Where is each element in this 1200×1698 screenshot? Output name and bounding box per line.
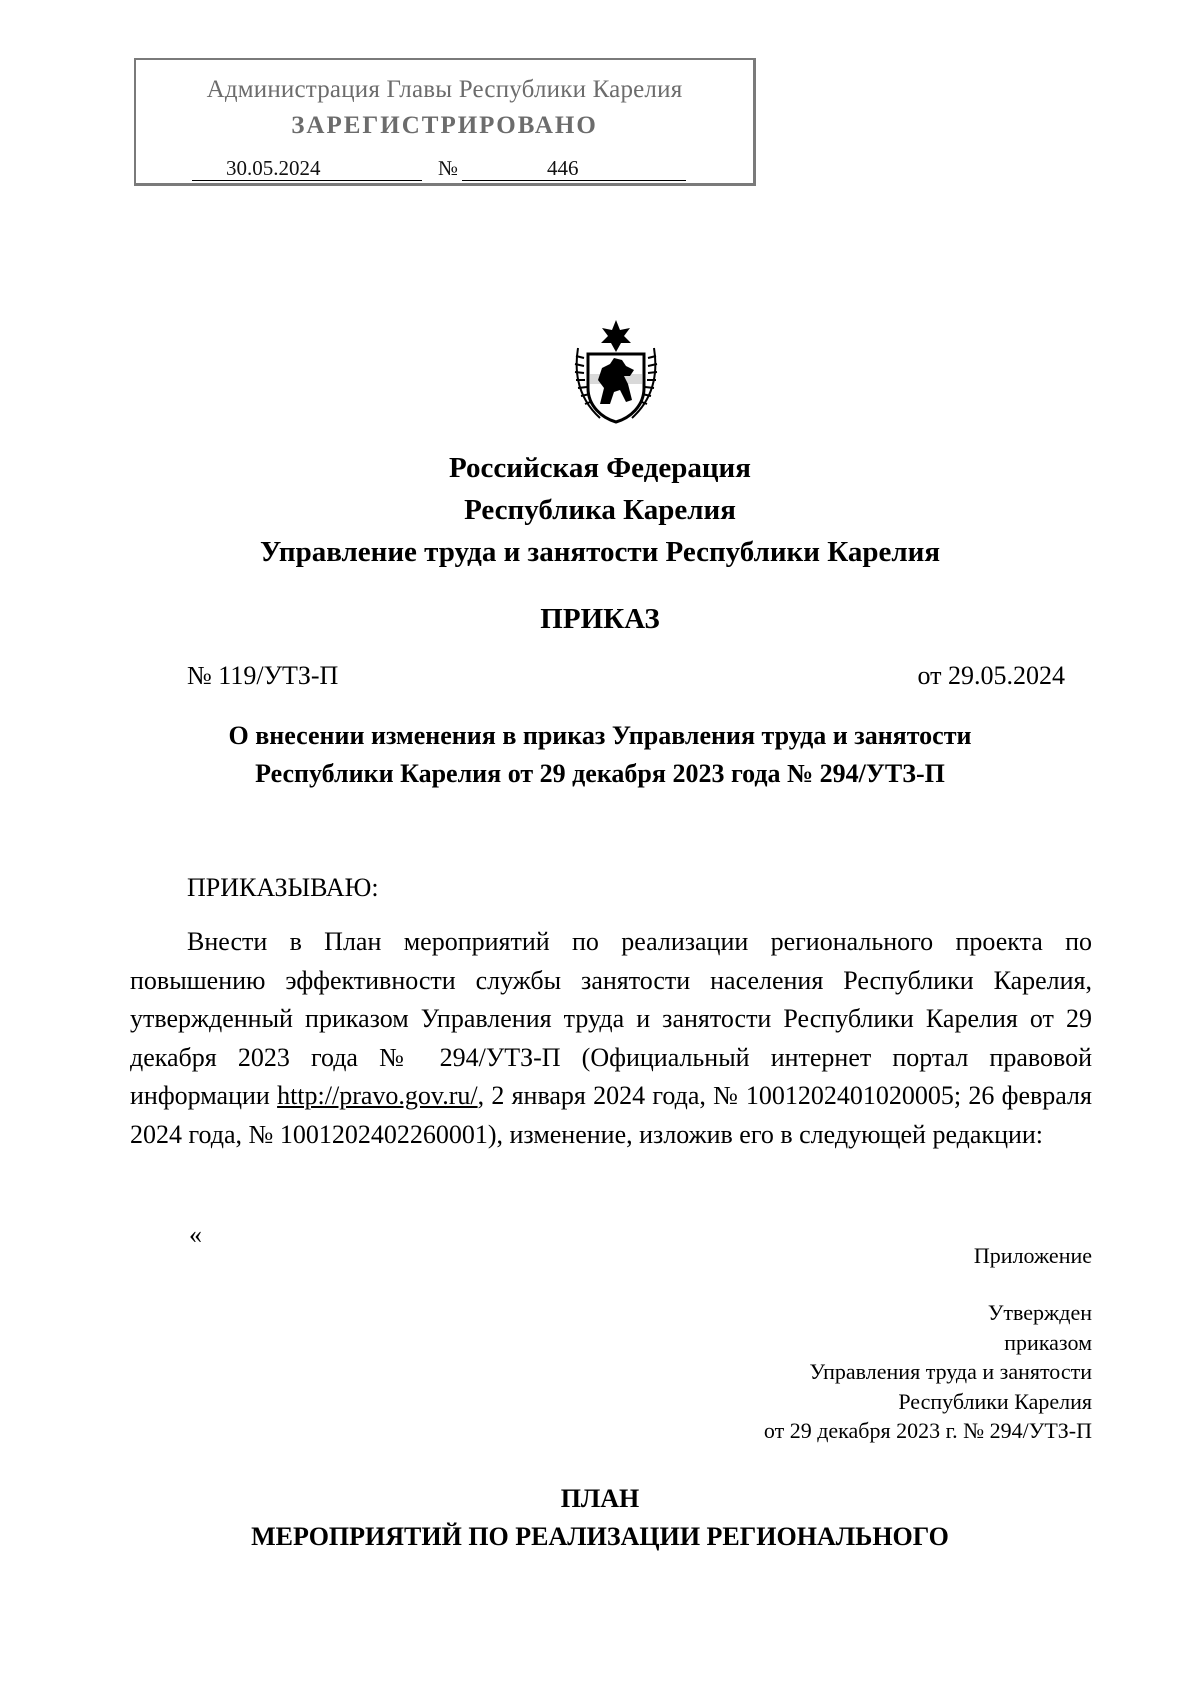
subject-line-1: О внесении изменения в приказ Управления труда и занятости bbox=[228, 721, 972, 750]
header-country: Российская Федерация bbox=[449, 452, 751, 484]
body-text-before-link: Внести в План мероприятий по реализации регионального проекта по повышению эффективности службы занятости населения Республики Карелия, утвержденный приказом Управления труда и занятости Республики Карелия от 29 декабря 2023 года № 294/УТЗ-П (Официальный интернет портал правовой информации bbox=[130, 927, 1092, 1110]
order-number: № 119/УТЗ-П bbox=[187, 661, 339, 690]
header-department: Управление труда и занятости Республики Карелия bbox=[259, 536, 941, 568]
header-republic: Республика Карелия bbox=[464, 494, 736, 526]
stamp-registered: ЗАРЕГИСТРИРОВАНО bbox=[291, 112, 598, 139]
appendix-approval bbox=[764, 1298, 1092, 1446]
pravo-link[interactable]: http://pravo.gov.ru/ bbox=[277, 1081, 478, 1110]
subject-line-2: Республики Карелия от 29 декабря 2023 года № 294/УТЗ-П bbox=[255, 759, 945, 788]
approval-line-4: Республики Карелия bbox=[898, 1388, 1092, 1414]
order-body bbox=[130, 923, 1092, 1154]
body-text-after-link: , 2 января 2024 года, № 1001202401020005; 26 февраля 2024 года, № 1001202402260001), изменение, изложив его в следующей редакции: bbox=[130, 1081, 1092, 1149]
order-title: ПРИКАЗ bbox=[540, 603, 660, 635]
stamp-date: 30.05.2024 bbox=[226, 156, 321, 180]
approval-line-2: приказом bbox=[1004, 1329, 1092, 1355]
approval-line-5: от 29 декабря 2023 г. № 294/УТЗ-П bbox=[763, 1418, 1092, 1443]
appendix-label: Приложение bbox=[973, 1243, 1092, 1268]
order-verb: ПРИКАЗЫВАЮ: bbox=[187, 873, 379, 902]
plan-title: ПЛАН bbox=[560, 1484, 640, 1513]
quote-mark: « bbox=[189, 1220, 202, 1249]
approval-line-1: Утвержден bbox=[987, 1300, 1092, 1325]
emblem-star bbox=[601, 320, 631, 352]
stamp-administration: Администрация Главы Республики Карелия bbox=[206, 76, 683, 103]
stamp-registration-line bbox=[192, 156, 732, 182]
plan-subtitle: МЕРОПРИЯТИЙ ПО РЕАЛИЗАЦИИ РЕГИОНАЛЬНОГО bbox=[251, 1522, 949, 1551]
approval-line-3: Управления труда и занятости bbox=[809, 1359, 1092, 1384]
order-date: от 29.05.2024 bbox=[917, 661, 1065, 690]
stamp-number-sign: № bbox=[438, 156, 459, 180]
karelia-coat-of-arms-icon bbox=[570, 318, 662, 426]
registration-stamp bbox=[134, 58, 756, 186]
stamp-number: 446 bbox=[547, 156, 579, 180]
